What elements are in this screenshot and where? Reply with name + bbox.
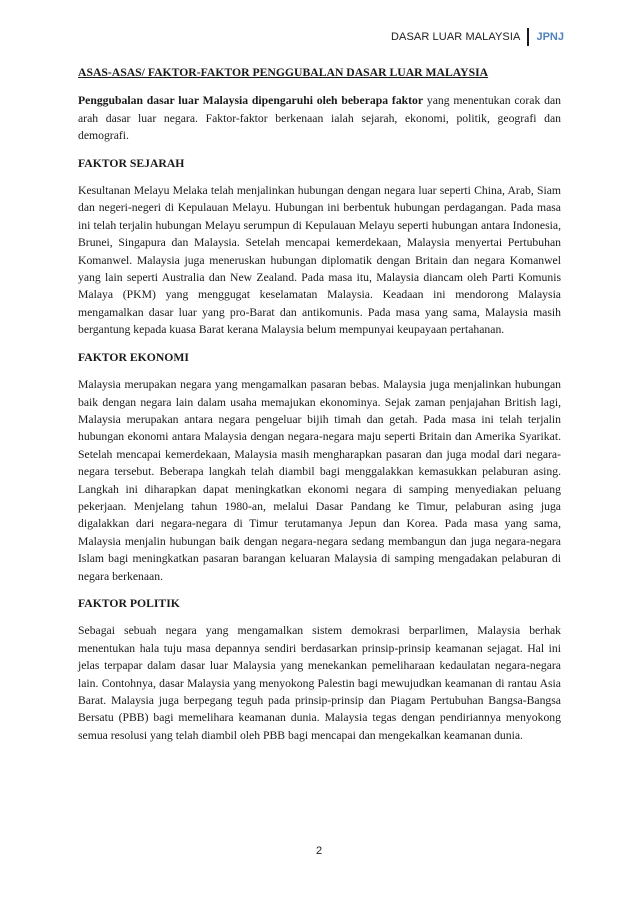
intro-lead: Penggubalan dasar luar Malaysia dipengaruhi oleh beberapa faktor <box>78 94 424 108</box>
section-body-sejarah: Kesultanan Melayu Melaka telah menjalinkan hubungan dengan negara luar seperti China, Arab, Siam dan negeri-negeri di Kepulauan Melayu. Hubungan ini berbentuk hubungan perdagangan. Pada masa ini telah terjalin hubungan Melayu serumpun di Kepulauan Melayu seperti hubungan antara Indonesia, Brunei, Singapura dan Malaysia. Setelah mencapai kemerdekaan, Malaysia menyertai Pertubuhan Komanwel. Malaysia juga meneruskan hubungan diplomatik dengan Britain dan negara Komanwel yang lain seperti Australia dan New Zealand. Pada masa itu, Malaysia diancam oleh Parti Komunis Malaya (PKM) yang menggugat keselamatan Malaysia. Keadaan ini mendorong Malaysia mengamalkan dasar luar yang pro-Barat dan antikomunis. Pada masa yang sama, Malaysia masih bergantung kepada kuasa Barat kerana Malaysia belum mempunyai keupayaan pertahanan. <box>78 184 561 337</box>
page-number: 2 <box>315 845 323 857</box>
section-heading-ekonomi: FAKTOR EKONOMI <box>78 350 189 364</box>
page-header <box>391 27 564 47</box>
intro-paragraph <box>78 92 561 144</box>
header-title: DASAR LUAR MALAYSIA <box>391 31 521 43</box>
section-body-ekonomi: Malaysia merupakan negara yang mengamalkan pasaran bebas. Malaysia juga menjalinkan hubungan baik dengan negara lain dalam usaha memajukan ekonominya. Sejak zaman penjajahan British lagi, Malaysia merupakan antara negara pengeluar bijih timah dan getah. Pada masa ini telah terjalin hubungan ekonomi antara Malaysia dengan negara-negara maju seperti Britain dan Amerika Syarikat. Setelah mencapai kemerdekaan, Malaysia masih mengharapkan pasaran dan juga modal dari negara-negara tersebut. Beberapa langkah telah diambil bagi menggalakkan kemasukkan pelaburan asing. Langkah ini diharapkan dapat meningkatkan ekonomi negara di samping menyediakan peluang pekerjaan. Menjelang tahun 1980-an, melalui Dasar Pandang ke Timur, pelaburan asing juga digalakkan dari negara-negara di Timur terutamanya Jepun dan Korea. Pada masa yang sama, Malaysia menjalin hubungan baik dengan negara-negara sedang membangun dan juga negara-negara Islam bagi meningkatkan pasaran barangan keluaran Malaysia di samping mengadakan pelaburan di negara berkenaan. <box>78 378 561 583</box>
header-tag: JPNJ <box>536 31 564 43</box>
section-heading-politik: FAKTOR POLITIK <box>78 596 180 610</box>
document-body <box>78 64 561 754</box>
intro-text: yang menentukan corak dan arah dasar luar negara. Faktor-faktor berkenaan ialah sejarah, ekonomi, politik, geografi dan demografi. <box>78 94 561 143</box>
document-title: ASAS-ASAS/ FAKTOR-FAKTOR PENGGUBALAN DASAR LUAR MALAYSIA <box>78 66 489 79</box>
section-heading-sejarah: FAKTOR SEJARAH <box>78 156 185 170</box>
section-body-politik: Sebagai sebuah negara yang mengamalkan sistem demokrasi berparlimen, Malaysia berhak menentukan hala tuju masa depannya sendiri berdasarkan prinsip-prinsip keamanan sejagat. Hal ini jelas terpapar dalam dasar luar Malaysia yang menekankan pemeliharaan kedaulatan negara-negara lain. Contohnya, dasar Malaysia yang menyokong Palestin bagi mewujudkan keamanan di rantau Asia Barat. Malaysia juga berpegang teguh pada prinsip-prinsip dan Piagam Pertubuhan Bangsa-Bangsa Bersatu (PBB) bagi memelihara keamanan dunia. Malaysia tegas dengan pendiriannya menyokong semua resolusi yang telah diambil oleh PBB bagi mencapai dan mengekalkan keamanan dunia. <box>78 624 561 742</box>
